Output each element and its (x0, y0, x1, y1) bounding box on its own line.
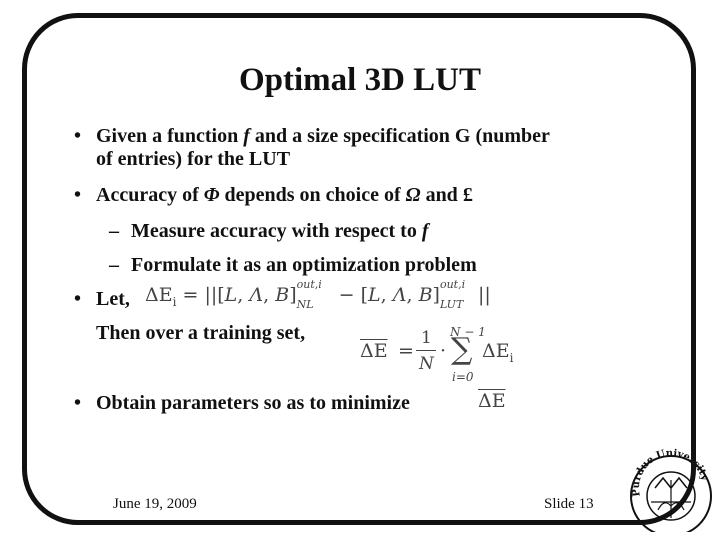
slide-title: Optimal 3D LUT (238, 62, 482, 98)
then-training-set: Then over a training set, (96, 322, 306, 344)
equation-delta-e-i: $\Delta E_i = ||[L$, Λ, B] out,i NL − [L, Λ, B] out,i LUT || (145, 278, 491, 311)
footer-date: June 19, 2009 (113, 496, 197, 512)
footer-slide-number: Slide 13 (544, 496, 594, 512)
bullet-obtain-parameters: • Obtain parameters so as to minimize (74, 392, 410, 414)
dash-marker: – (109, 220, 119, 242)
fraction-bar (416, 350, 436, 351)
bullet-let: • Let, (74, 288, 130, 310)
dash-marker: – (109, 254, 119, 276)
bullet-accuracy: • Accuracy of Φ depends on choice of Ω and £ (74, 184, 473, 206)
bullet-marker: • (74, 392, 82, 414)
equation-minimize-target: $\overline{\Delta E}$ (478, 390, 506, 412)
sub-bullet-formulate: – Formulate it as an optimization problem (109, 254, 477, 276)
sub-bullet-measure: – Measure accuracy with respect to f (109, 220, 429, 242)
university-seal-logo (628, 440, 714, 532)
bullet-given-function: • Given a function f and a size specification G (number of entries) for the LUT (74, 125, 550, 170)
bullet-marker: • (74, 184, 82, 206)
bullet-marker: • (74, 288, 82, 310)
svg-text:Purdue University: Purdue University (630, 447, 711, 498)
bullet-marker: • (74, 125, 82, 147)
equation-average-delta-e: $\overline{\Delta E}$ = 1 N · N − 1 ∑ i=0 $\Delta E_i$ (360, 325, 514, 384)
